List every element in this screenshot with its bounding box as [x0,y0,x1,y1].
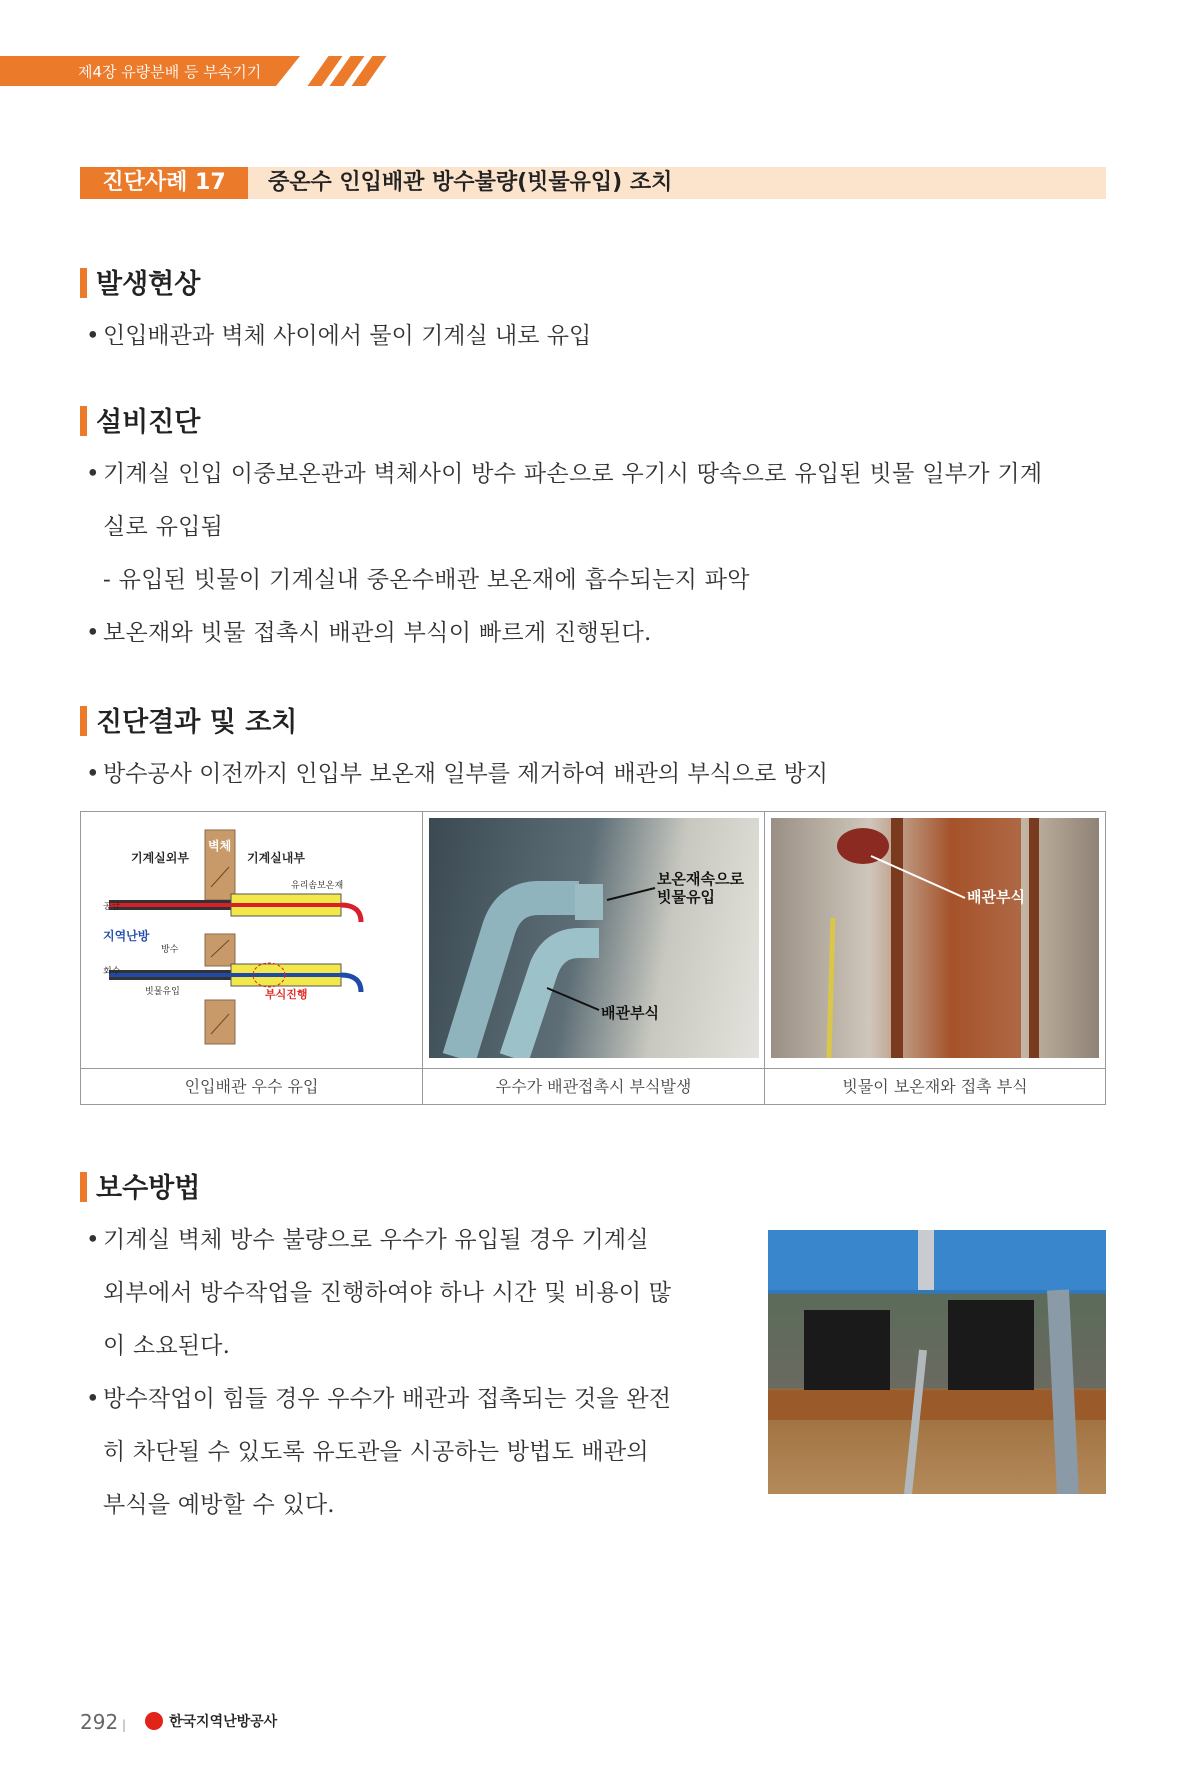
repair-bullet-2-cont: 부식을 예방할 수 있다. [103,1492,335,1518]
label-district-heating: 지역난방 [103,929,150,943]
photo-cell-2 [423,812,765,1068]
result-line: 방수공사 이전까지 인입부 보온재 일부를 제거하여 배관의 부식으로 방지 [103,761,829,787]
figure-caption-2: 우수가 배관접촉시 부식발생 [423,1068,765,1104]
result-text: • 방수공사 이전까지 인입부 보온재 일부를 제거하여 배관의 부식으로 방지 [86,748,828,801]
pipe-diagram [81,812,421,1066]
diagnosis-text: • 기계실 인입 이중보온관과 벽체사이 방수 파손으로 우기시 땅속으로 유입된 빗물 일부가 기계 실로 유입됨 - 유입된 빗물이 기계실내 중온수배관 보온재에 흡수되는지 파악 • 보온재와 빗물 접촉시 배관의 부식이 빠르게 진행된다. [86,448,1116,660]
page-number: 292 | [80,1710,127,1734]
repair-text: • 기계실 벽체 방수 불량으로 우수가 유입될 경우 기계실 외부에서 방수작업을 진행하여야 하나 시간 및 비용이 많 이 소요된다. • 방수작업이 힘들 경우 우수가 배관과 접촉되는 것을 완전 히 차단될 수 있도록 유도관을 시공하는 방법도 배관의 부식을 예방할 수 있다. [86,1214,706,1532]
pipe-fitting [575,884,603,920]
section-heading-diagnosis: 설비진단 [80,400,200,439]
return-pipe [109,973,249,977]
repair-photo-drawing [768,1230,1106,1494]
figure-table [80,811,1106,1105]
label-corrosion-progress: 부식진행 [265,988,308,1001]
pipe-photo-3 [771,818,1099,1058]
pipe-shape [514,943,599,1058]
organization-logo [145,1711,277,1731]
corroded-fitting [837,828,889,864]
chapter-label: 제4장 유량분배 등 부속기기 [78,63,262,81]
logo-icon [145,1712,163,1730]
rusted-pipe [891,818,903,1058]
diagnosis-bullet-1: 기계실 인입 이중보온관과 벽체사이 방수 파손으로 우기시 땅속으로 유입된 빗물 일부가 기계 [103,461,1043,487]
page-number-value: 292 [80,1710,119,1734]
rust-stain [951,818,1021,1058]
supply-pipe-inside [231,903,341,907]
label-supply: 공급 [103,902,121,912]
repair-bullet-1: 기계실 벽체 방수 불량으로 우수가 유입될 경우 기계실 [103,1227,649,1253]
section-heading-repair: 보수방법 [80,1166,200,1205]
pipe-photo-3-drawing [771,818,1099,1058]
figure-caption-1: 인입배관 우수 유입 [81,1068,423,1104]
section-heading-phenomenon: 발생현상 [80,262,200,301]
grey-pipe [1058,1290,1068,1494]
wall-block [205,934,235,966]
repair-photo [768,1230,1106,1494]
diagram-cell [81,812,423,1068]
label-return: 회수 [103,967,121,977]
annotation-arrow [547,988,599,1010]
diagnosis-sub-item: - 유입된 빗물이 기계실내 중온수배관 보온재에 흡수되는지 파악 [103,567,750,593]
case-number: 진단사례 17 [80,167,248,199]
supply-pipe-bend [341,905,361,922]
organization-name: 한국지역난방공사 [169,1714,278,1730]
supply-pipe [109,903,249,907]
pipe-photo-2 [429,818,759,1058]
phenomenon-line: 인입배관과 벽체 사이에서 물이 기계실 내로 유입 [103,323,592,349]
rusted-pipe [1029,818,1039,1058]
label-waterproof: 방수 [161,945,179,955]
annotation-arrow [607,888,655,900]
figure-caption-3: 빗물이 보온재와 접촉 부식 [765,1068,1105,1104]
phenomenon-text: • 인입배관과 벽체 사이에서 물이 기계실 내로 유입 [86,310,591,363]
diagnosis-bullet-1-cont: 실로 유입됨 [103,514,224,540]
return-pipe-bend [341,975,361,992]
guide-pipe [908,1350,923,1494]
label-wall: 벽체 [208,839,232,853]
label-inside: 기계실내부 [247,851,305,865]
case-title: 중온수 인입배관 방수불량(빗물유입) 조치 [268,170,673,195]
return-pipe-inside [231,973,341,977]
photo2-label-a: 보온재속으로 [657,870,744,888]
annotation-arrow [871,856,965,898]
blue-pipe [768,1230,1106,1290]
repair-bullet-1-cont: 이 소요된다. [103,1333,231,1359]
cable [829,918,833,1058]
pipe-photo-2-drawing [429,818,759,1058]
diagnosis-bullet-2: 보온재와 빗물 접촉시 배관의 부식이 빠르게 진행된다. [103,620,652,646]
repair-bullet-2: 방수작업이 힘들 경우 우수가 배관과 접촉되는 것을 완전 [103,1386,672,1412]
photo3-label: 배관부식 [967,888,1025,906]
pipe-clamp [918,1230,934,1290]
section-heading-result: 진단결과 및 조치 [80,700,297,739]
photo-cell-3 [765,812,1105,1068]
wall-block [205,1000,235,1044]
photo2-label-c: 배관부식 [601,1004,659,1022]
label-outside: 기계실외부 [131,851,189,865]
photo2-label-b: 빗물유입 [657,888,715,906]
label-insulation: 유리솜보온재 [291,881,344,891]
repair-bullet-1-cont: 외부에서 방수작업을 진행하여야 하나 시간 및 비용이 많 [103,1280,672,1306]
label-rain-inflow: 빗물유입 [145,987,180,997]
repair-bullet-2-cont: 히 차단될 수 있도록 유도관을 시공하는 방법도 배관의 [103,1439,649,1465]
